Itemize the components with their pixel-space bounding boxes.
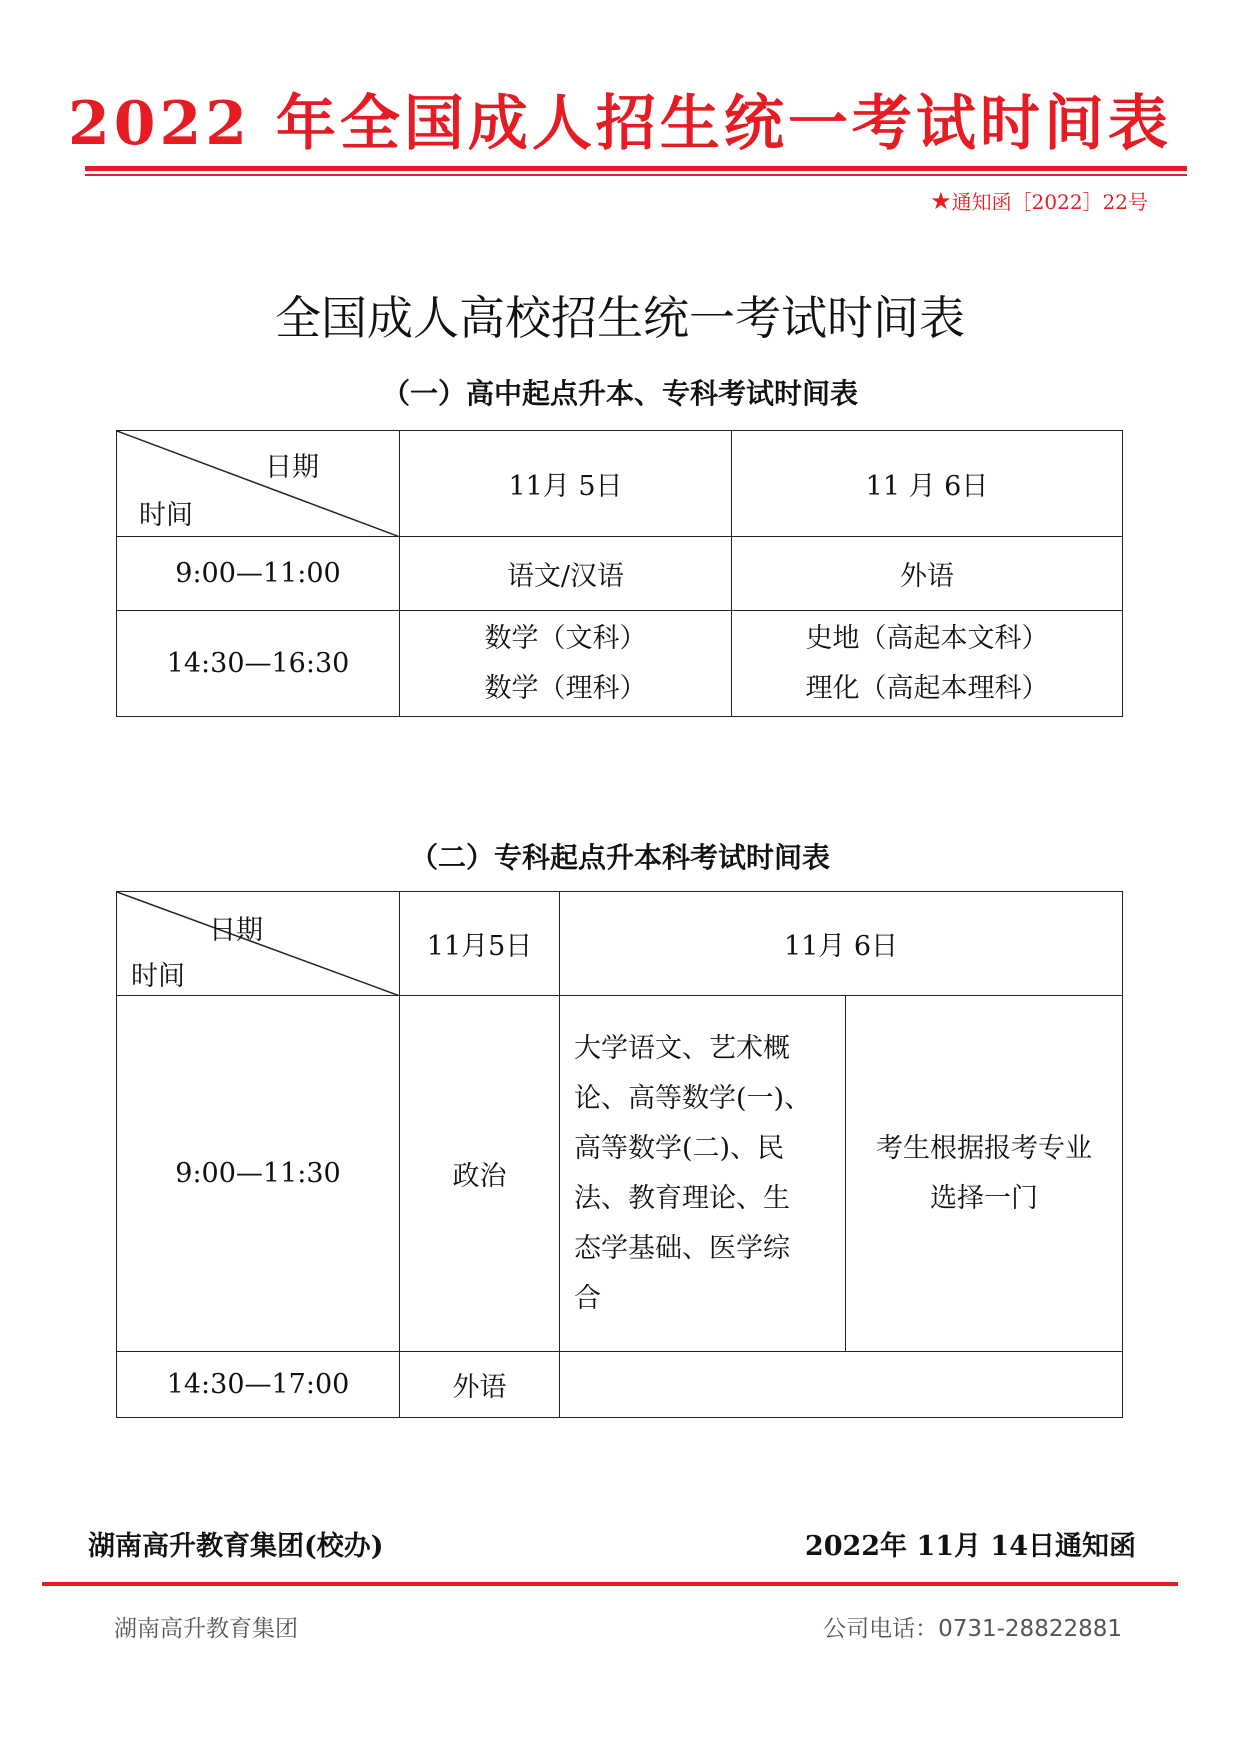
schedule-table-2 xyxy=(116,891,1123,1418)
table2-date-col-2: 11月 6日 xyxy=(560,892,1123,996)
document-number-text: 通知函［2022］22号 xyxy=(951,190,1148,214)
table1-date-col-1: 11月 5日 xyxy=(400,431,732,537)
note-line: 选择一门 xyxy=(930,1182,1038,1214)
issuer: 湖南高升教育集团(校办) xyxy=(88,1531,384,1562)
subject-line: 论、高等数学(一)、 xyxy=(574,1082,812,1114)
table2-time-label: 时间 xyxy=(131,961,185,992)
table-row xyxy=(117,996,1123,1352)
table2-time-cell: 9:00—11:30 xyxy=(117,996,400,1352)
table2-title: （二）专科起点升本科考试时间表 xyxy=(409,841,830,874)
table2-subject-list xyxy=(560,996,846,1352)
table2-subject-cell: 政治 xyxy=(400,996,560,1352)
banner-rule-thick xyxy=(85,166,1187,171)
table1-date-label: 日期 xyxy=(265,452,319,483)
table-row xyxy=(117,1352,1123,1418)
table1-subject-cell: 语文/汉语 xyxy=(400,537,732,611)
subject-line: 史地（高起本文科） xyxy=(805,622,1049,654)
subject-line: 数学（文科） xyxy=(484,622,647,654)
table2-note-cell xyxy=(846,996,1123,1352)
table2-date-label: 日期 xyxy=(209,915,263,946)
table2-subject-cell: 外语 xyxy=(400,1352,560,1418)
table1-corner-header xyxy=(117,431,400,537)
subject-line: 合 xyxy=(574,1282,601,1314)
document-number xyxy=(930,186,1148,215)
table1-date-col-2: 11 月 6日 xyxy=(732,431,1123,537)
notice-date: 2022年 11月 14日通知函 xyxy=(804,1531,1136,1562)
subject-line: 理化（高起本理科） xyxy=(805,672,1049,704)
table2-date-col-1: 11月5日 xyxy=(400,892,560,996)
table1-subject-cell xyxy=(732,611,1123,717)
table2-corner-header xyxy=(117,892,400,996)
company-name: 湖南高升教育集团 xyxy=(114,1616,298,1642)
table1-subject-cell xyxy=(400,611,732,717)
subject-line: 态学基础、医学综 xyxy=(574,1232,790,1264)
company-phone: 公司电话：0731-28822881 xyxy=(823,1616,1122,1642)
page-title: 全国成人高校招生统一考试时间表 xyxy=(275,291,965,345)
banner-rule-thin xyxy=(85,174,1187,176)
table-row xyxy=(117,537,1123,611)
footer-rule xyxy=(42,1582,1178,1586)
table1-subject-cell: 外语 xyxy=(732,537,1123,611)
table1-time-label: 时间 xyxy=(139,500,193,531)
table1-time-cell: 14:30—16:30 xyxy=(117,611,400,717)
subject-line: 高等数学(二)、民 xyxy=(574,1132,785,1164)
banner-title: 2022 年全国成人招生统一考试时间表 xyxy=(68,89,1172,159)
subject-line: 法、教育理论、生 xyxy=(574,1182,790,1214)
subject-line: 大学语文、艺术概 xyxy=(574,1032,790,1064)
note-line: 考生根据报考专业 xyxy=(876,1132,1092,1164)
table1-time-cell: 9:00—11:00 xyxy=(117,537,400,611)
star-icon: ★ xyxy=(930,187,952,215)
table2-time-cell: 14:30—17:00 xyxy=(117,1352,400,1418)
subject-line: 数学（理科） xyxy=(484,672,647,704)
table1-title: （一）高中起点升本、专科考试时间表 xyxy=(381,377,858,410)
table-row xyxy=(117,611,1123,717)
table2-empty-cell xyxy=(560,1352,1123,1418)
schedule-table-1 xyxy=(116,430,1123,717)
